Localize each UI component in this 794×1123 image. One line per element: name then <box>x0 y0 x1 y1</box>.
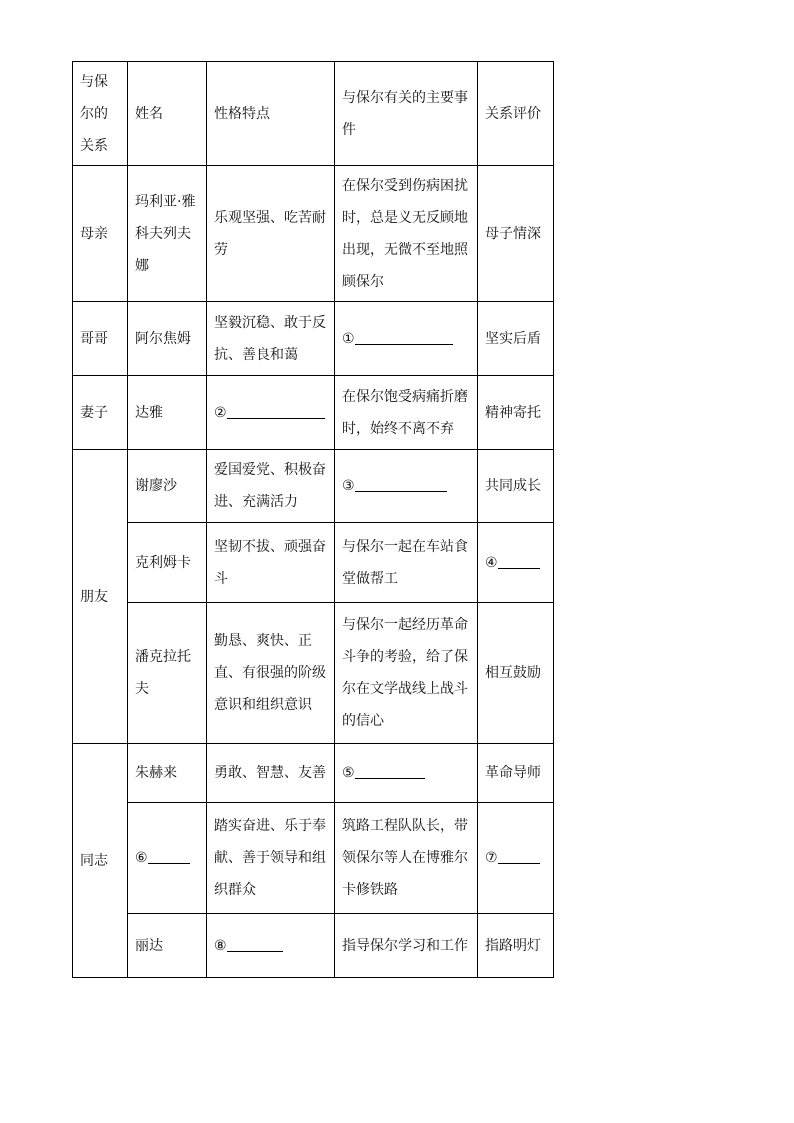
traits-cell: 坚毅沉稳、敢于反抗、善良和蔼 <box>207 302 335 376</box>
evaluation-cell: 共同成长 <box>478 450 554 523</box>
header-evaluation: 关系评价 <box>478 62 554 166</box>
table-row <box>73 744 554 803</box>
name-cell: 阿尔焦姆 <box>128 302 207 376</box>
event-cell: 指导保尔学习和工作 <box>335 914 478 978</box>
name-cell: 玛利亚·雅科夫列夫娜 <box>128 166 207 302</box>
evaluation-cell: 革命导师 <box>478 744 554 803</box>
table-row <box>73 450 554 523</box>
header-event: 与保尔有关的主要事件 <box>335 62 478 166</box>
traits-cell: 乐观坚强、吃苦耐劳 <box>207 166 335 302</box>
blank-number: ⑤ <box>342 765 355 781</box>
traits-cell <box>207 376 335 450</box>
event-cell <box>335 302 478 376</box>
evaluation-cell: 母子情深 <box>478 166 554 302</box>
table-row <box>73 523 554 603</box>
traits-cell: 勤恳、爽快、正直、有很强的阶级意识和组织意识 <box>207 603 335 744</box>
event-cell: 在保尔受到伤病困扰时，总是义无反顾地出现，无微不至地照顾保尔 <box>335 166 478 302</box>
evaluation-cell <box>478 803 554 914</box>
answer-blank[interactable] <box>227 400 325 419</box>
evaluation-cell: 指路明灯 <box>478 914 554 978</box>
name-cell: 谢廖沙 <box>128 450 207 523</box>
traits-cell <box>207 914 335 978</box>
event-cell <box>335 744 478 803</box>
relation-cell: 哥哥 <box>73 302 128 376</box>
header-name: 姓名 <box>128 62 207 166</box>
answer-blank[interactable] <box>498 550 540 569</box>
blank-number: ③ <box>342 478 355 494</box>
event-cell: 在保尔饱受病痛折磨时，始终不离不弃 <box>335 376 478 450</box>
relation-cell: 母亲 <box>73 166 128 302</box>
table-row <box>73 302 554 376</box>
table-row <box>73 803 554 914</box>
header-relation: 与保尔的关系 <box>73 62 128 166</box>
blank-number: ④ <box>485 554 498 571</box>
blank-number: ② <box>214 404 227 421</box>
table-row <box>73 166 554 302</box>
answer-blank[interactable] <box>227 933 283 952</box>
name-cell: 达雅 <box>128 376 207 450</box>
event-cell: 与保尔一起经历革命斗争的考验，给了保尔在文学战线上战斗的信心 <box>335 603 478 744</box>
blank-number: ⑧ <box>214 937 227 954</box>
traits-cell: 坚韧不拔、顽强奋斗 <box>207 523 335 603</box>
name-cell: 丽达 <box>128 914 207 978</box>
table-row <box>73 603 554 744</box>
answer-blank[interactable] <box>355 473 447 492</box>
name-cell: 朱赫来 <box>128 744 207 803</box>
traits-cell: 踏实奋进、乐于奉献、善于领导和组织群众 <box>207 803 335 914</box>
character-relationship-table <box>72 61 554 978</box>
evaluation-cell: 相互鼓励 <box>478 603 554 744</box>
blank-number: ① <box>342 330 355 347</box>
answer-blank[interactable] <box>148 845 190 864</box>
name-cell <box>128 803 207 914</box>
evaluation-cell <box>478 523 554 603</box>
evaluation-cell: 精神寄托 <box>478 376 554 450</box>
relation-cell: 朋友 <box>73 450 128 744</box>
traits-cell: 勇敢、智慧、友善 <box>207 744 335 803</box>
table-header-row <box>73 62 554 166</box>
event-cell: 筑路工程队队长，带领保尔等人在博雅尔卡修铁路 <box>335 803 478 914</box>
evaluation-cell: 坚实后盾 <box>478 302 554 376</box>
table-row <box>73 376 554 450</box>
relation-cell: 同志 <box>73 744 128 978</box>
event-cell: 与保尔一起在车站食堂做帮工 <box>335 523 478 603</box>
name-cell: 克利姆卡 <box>128 523 207 603</box>
blank-number: ⑥ <box>135 850 148 866</box>
event-cell <box>335 450 478 523</box>
traits-cell: 爱国爱党、积极奋进、充满活力 <box>207 450 335 523</box>
relation-cell: 妻子 <box>73 376 128 450</box>
table-row <box>73 914 554 978</box>
blank-number: ⑦ <box>485 850 498 866</box>
name-cell: 潘克拉托夫 <box>128 603 207 744</box>
answer-blank[interactable] <box>355 760 425 779</box>
answer-blank[interactable] <box>355 326 453 345</box>
answer-blank[interactable] <box>498 845 540 864</box>
header-traits: 性格特点 <box>207 62 335 166</box>
